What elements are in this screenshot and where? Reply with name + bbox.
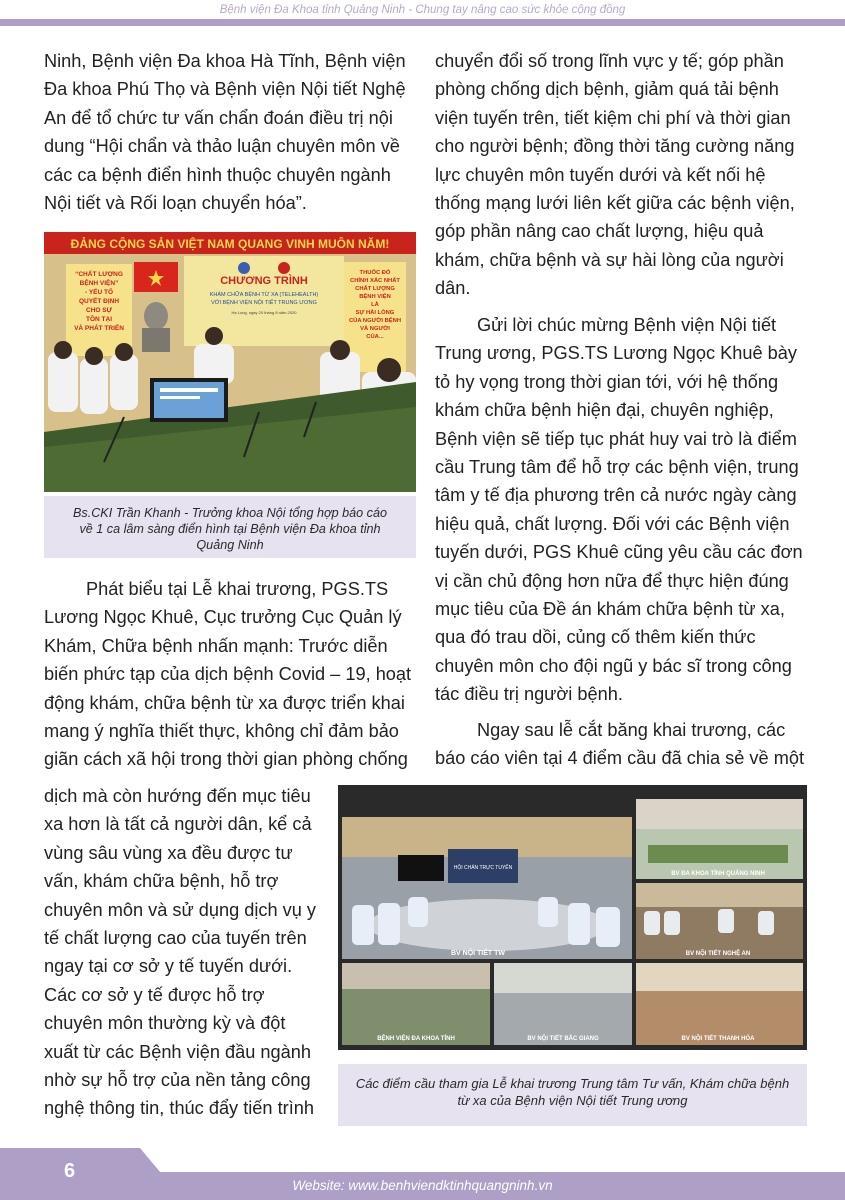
text-line: Lương Ngọc Khuê, Cục trưởng Cục Quản lý — [44, 607, 402, 628]
text-line: vấn, khám chữa bệnh, hỗ trợ — [44, 871, 279, 892]
banner-text: ĐẢNG CỘNG SẢN VIỆT NAM QUANG VINH MUÔN NĂM! — [70, 237, 390, 251]
page-number-tab — [0, 1148, 160, 1172]
stage-date: Hạ Long, ngày 20 tháng 8 năm 2020 — [231, 310, 297, 315]
text-line: Ngay sau lễ cắt băng khai trương, các — [477, 720, 786, 740]
left-paragraph-2 — [44, 575, 416, 774]
panel-text: SỰ HÀI LÒNG — [355, 310, 395, 316]
text-line: cầu Trung tâm để hỗ trợ các bệnh viện, trung — [435, 457, 799, 478]
panel-text: BỆNH VIỆN — [359, 294, 391, 300]
text-line: tế chất lượng cao của tuyến trên — [44, 928, 307, 949]
text-line: vị cần chủ động hơn nữa để thực hiện đúng — [435, 570, 789, 591]
text-line: An để tổ chức tư vấn chẩn đoán điều trị nội — [44, 107, 393, 128]
tile-label: BV ĐA KHOA TỈNH QUẢNG NINH — [671, 871, 765, 877]
text-line: Khám, Chữa bệnh nhấn mạnh: Trước diễn — [44, 635, 388, 656]
page-header — [0, 0, 845, 26]
text-line: thống mạng lưới liên kết giữa các bệnh viện, — [435, 193, 795, 214]
panel-text: CHO SỰ — [86, 307, 112, 314]
text-line: tâm y tế địa phương trên cả nước ngày càng — [435, 485, 797, 506]
text-line: các ca bệnh điển hình thuộc chuyên ngành — [44, 164, 391, 185]
text-line: tỏ hy vọng trong thời gian tới, với hệ thống — [435, 371, 779, 392]
text-line: mục tiêu của Đề án khám chữa bệnh từ xa, — [435, 599, 785, 620]
tile-label: BV NỘI TIẾT TW — [450, 950, 506, 957]
panel-text: CHÍNH XÁC NHẤT — [350, 278, 400, 284]
text-line: hiệu quả, chất lượng. Đối với các Bệnh viện — [435, 513, 790, 534]
text-line: khám chữa bệnh hiện đại, chuyên nghiệp, — [435, 400, 774, 421]
text-line: báo cáo viên tại 4 điểm cầu đã chia sẻ về một — [435, 748, 805, 769]
text-line: nghệ thông tin, thúc đẩy tiến trình — [44, 1098, 314, 1119]
panel-text: CỦA... — [366, 334, 384, 340]
right-paragraph-1 — [435, 47, 807, 303]
text-line: Trung ương, PGS.TS Lương Ngọc Khuê bày — [435, 343, 797, 364]
text-line: chuyên môn và sử dụng dịch vụ y — [44, 899, 317, 920]
text-line: giãn cách xã hội trong thời gian phòng chống — [44, 749, 408, 770]
left-narrow-text — [44, 782, 316, 1123]
text-line: dịch mà còn hướng đến mục tiêu — [44, 786, 311, 806]
screen-text: HỘI CHẨN TRỰC TUYẾN — [453, 865, 513, 871]
text-line: ngay tại cơ sở y tế tuyến dưới. — [44, 956, 293, 977]
panel-text: “CHẤT LƯỢNG — [75, 271, 123, 278]
panel-text: THUỐC ĐÓ — [359, 270, 391, 276]
text-line: tác điều trị người bệnh. — [435, 684, 623, 705]
text-line: chuyển đổi số trong lĩnh vực y tế; góp phần — [435, 51, 784, 71]
stage-title: CHƯƠNG TRÌNH — [220, 275, 308, 287]
conference-photo-image — [44, 232, 416, 492]
text-line: qua đó trau dồi, củng cố thêm kiến thức — [435, 627, 756, 648]
text-line: Bệnh viện sẽ tiếp tục phát huy vai trò là điểm — [435, 428, 797, 449]
text-line: khám, chữa bệnh và sự hài lòng của người — [435, 249, 784, 270]
panel-text: CỦA NGƯỜI BỆNH — [348, 318, 402, 324]
text-line: phòng chống dịch bệnh, giảm quá tải bệnh — [435, 79, 779, 100]
text-line: mang ý nghĩa thiết thực, không chỉ đảm bảo — [44, 721, 399, 742]
panel-text: TỒN TẠI — [86, 316, 112, 323]
text-line: Gửi lời chúc mừng Bệnh viện Nội tiết — [477, 315, 777, 335]
tile-label: BV NỘI TIẾT NGHỆ AN — [685, 951, 751, 957]
text-line: tuyến dưới, PGS Khuê cũng yêu cầu các đơn — [435, 542, 803, 563]
text-line: xuất từ các Bệnh viện đầu ngành — [44, 1041, 311, 1062]
text-line: Các cơ sở y tế được hỗ trợ — [44, 984, 265, 1005]
photo-caption: Các điểm cầu tham gia Lễ khai trương Trung tâm Tư vấn, Khám chữa bệnh từ xa của Bệnh viện Nội tiết Trung ương — [338, 1064, 807, 1126]
text-line: dung “Hội chẩn và thảo luận chuyên môn về — [44, 136, 400, 157]
header-bar — [0, 19, 845, 26]
text-line: động khám, chữa bệnh từ xa được triển khai — [44, 692, 405, 713]
text-line: chuyên môn cho đội ngũ y bác sĩ trong công — [435, 655, 792, 676]
text-line: viện tuyến trên, tiết kiệm chi phí và thời gian — [435, 107, 791, 128]
text-line: nhờ sự hỗ trợ của nền tảng công — [44, 1070, 311, 1091]
right-paragraph-3 — [435, 716, 807, 773]
panel-text: LÀ — [371, 302, 379, 308]
text-line: biến phức tạp của dịch bệnh Covid – 19, hoạt — [44, 664, 412, 685]
text-line: Phát biểu tại Lễ khai trương, PGS.TS — [86, 579, 389, 599]
photo-caption: Bs.CKI Trần Khanh - Trưởng khoa Nội tổng hợp báo cáo về 1 ca lâm sàng điển hình tại Bệnh viện Đa khoa tỉnh Quảng Ninh — [44, 496, 416, 558]
video-conference-image — [338, 785, 807, 1050]
panel-text: BỆNH VIỆN” — [79, 280, 119, 287]
panel-text: QUYẾT ĐỊNH — [78, 298, 120, 305]
panel-text: VÀ NGƯỜI — [360, 326, 390, 332]
footer-website: Website: www.benhviendktinhquangninh.vn — [292, 1178, 553, 1193]
text-line: vùng sâu vùng xa đều được tư — [44, 842, 293, 863]
tile-label: BV NỘI TIẾT BẮC GIANG — [527, 1036, 599, 1042]
stage-subtitle: VỚI BỆNH VIỆN NỘI TIẾT TRUNG ƯƠNG — [211, 300, 317, 306]
page-number: 6 — [64, 1160, 76, 1182]
video-conference-photo — [338, 785, 807, 1050]
text-line: dân. — [435, 278, 471, 299]
text-line: Đa khoa Phú Thọ và Bệnh viện Nội tiết Nghệ — [44, 79, 406, 100]
text-line: Nội tiết và Rối loạn chuyển hóa”. — [44, 193, 307, 214]
right-paragraph-2 — [435, 311, 807, 709]
header-title: Bệnh viện Đa Khoa tỉnh Quảng Ninh - Chung tay nâng cao sức khỏe cộng đồng — [219, 4, 626, 16]
tile-label: BV NỘI TIẾT THANH HÓA — [681, 1036, 755, 1042]
panel-text: - YẾU TỐ — [84, 289, 114, 296]
panel-text: CHẤT LƯỢNG — [355, 286, 395, 292]
text-line: xa hơn là tất cả người dân, kể cả — [44, 814, 312, 835]
panel-text: VÀ PHÁT TRIỂN — [74, 325, 124, 332]
tile-label: BỆNH VIỆN ĐA KHOA TỈNH — [377, 1036, 455, 1042]
text-line: chuyên môn thường kỳ và đột — [44, 1013, 286, 1034]
text-line: lực chuyên môn tuyến dưới và kết nối hệ — [435, 164, 766, 185]
text-line: góp phần nâng cao chất lượng, hiệu quả — [435, 221, 764, 242]
left-intro-paragraph — [44, 47, 416, 217]
conference-photo — [44, 232, 416, 492]
stage-subtitle: KHÁM CHỮA BỆNH TỪ XA (TELEHEALTH) — [209, 292, 319, 298]
text-line: cho người bệnh; đồng thời tăng cường năng — [435, 136, 795, 157]
text-line: Ninh, Bệnh viện Đa khoa Hà Tĩnh, Bệnh viện — [44, 51, 406, 71]
